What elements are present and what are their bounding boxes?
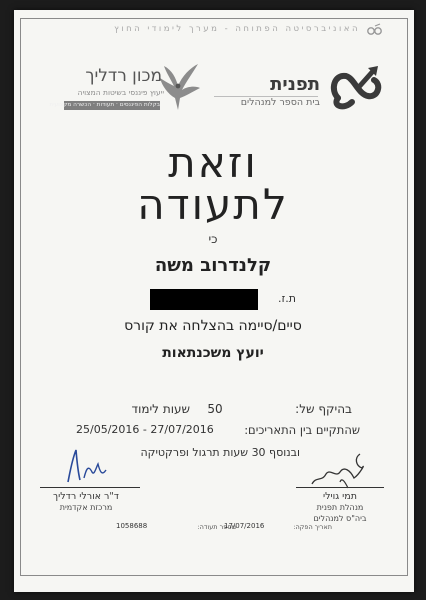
certificate-title-line2: לתעודה	[137, 180, 289, 229]
radler-name: מכון רדליך	[85, 66, 162, 86]
cert-number: 1058688	[116, 522, 148, 530]
tafnit-logo-icon	[328, 60, 386, 112]
cert-number-label: מספר תעודה:	[197, 523, 236, 531]
dates-value: 25/05/2016 - 27/07/2016	[76, 423, 214, 436]
course-name: יועץ משכנתאות	[162, 345, 264, 361]
right-signer-role-line2: ביה"ס למנהלים	[313, 514, 367, 523]
id-redaction-box	[150, 289, 258, 310]
id-label: ת.ז.	[277, 292, 296, 305]
radler-bird-logo	[158, 56, 202, 114]
tafnit-subtitle: בית הספר למנהלים	[240, 97, 320, 108]
right-signer-role-line1: מנהלת תפנית	[316, 503, 364, 512]
radler-tagline: ייעוץ פיננסי בשיטות המצויה	[77, 88, 164, 97]
dates-label: שהתקיים בין התאריכים:	[244, 423, 360, 437]
right-signature-line	[296, 487, 384, 488]
completed-text: סיים/סיימה בהצלחה את קורס	[124, 318, 302, 334]
university-header: האוניברסיטה הפתוחה - מערך לימודי החוץ	[114, 24, 360, 34]
right-signature	[300, 448, 380, 492]
radler-strip: בקלות הפיננסים · תעודות · הכשרה מקצועית	[49, 102, 160, 108]
scope-label: בהיקף של:	[295, 402, 352, 416]
issue-date-label: תאריך הפקה:	[293, 523, 332, 531]
left-signature-line	[40, 487, 140, 488]
right-signer-name: תמי גוילי	[323, 491, 357, 502]
tafnit-name: תפנית	[270, 74, 320, 95]
certificate-title-line1: וזאת	[168, 138, 258, 187]
open-university-logo-icon	[366, 23, 384, 37]
practice-text: ובנוסף 30 שעות תרגול ופרקטיקה	[140, 446, 300, 459]
left-signer-role: מרכזת אקדמית	[59, 503, 113, 512]
left-signer-name: ד"ר אורלי רדליך	[53, 491, 119, 502]
scope-hours: 50	[207, 402, 223, 416]
left-signature	[60, 442, 130, 488]
scope-unit: שעות לימוד	[131, 402, 190, 416]
recipient-name: קלנדרוב משה	[154, 255, 272, 276]
ki-word: כי	[208, 232, 218, 246]
issue-date: 17/07/2016	[224, 522, 265, 530]
